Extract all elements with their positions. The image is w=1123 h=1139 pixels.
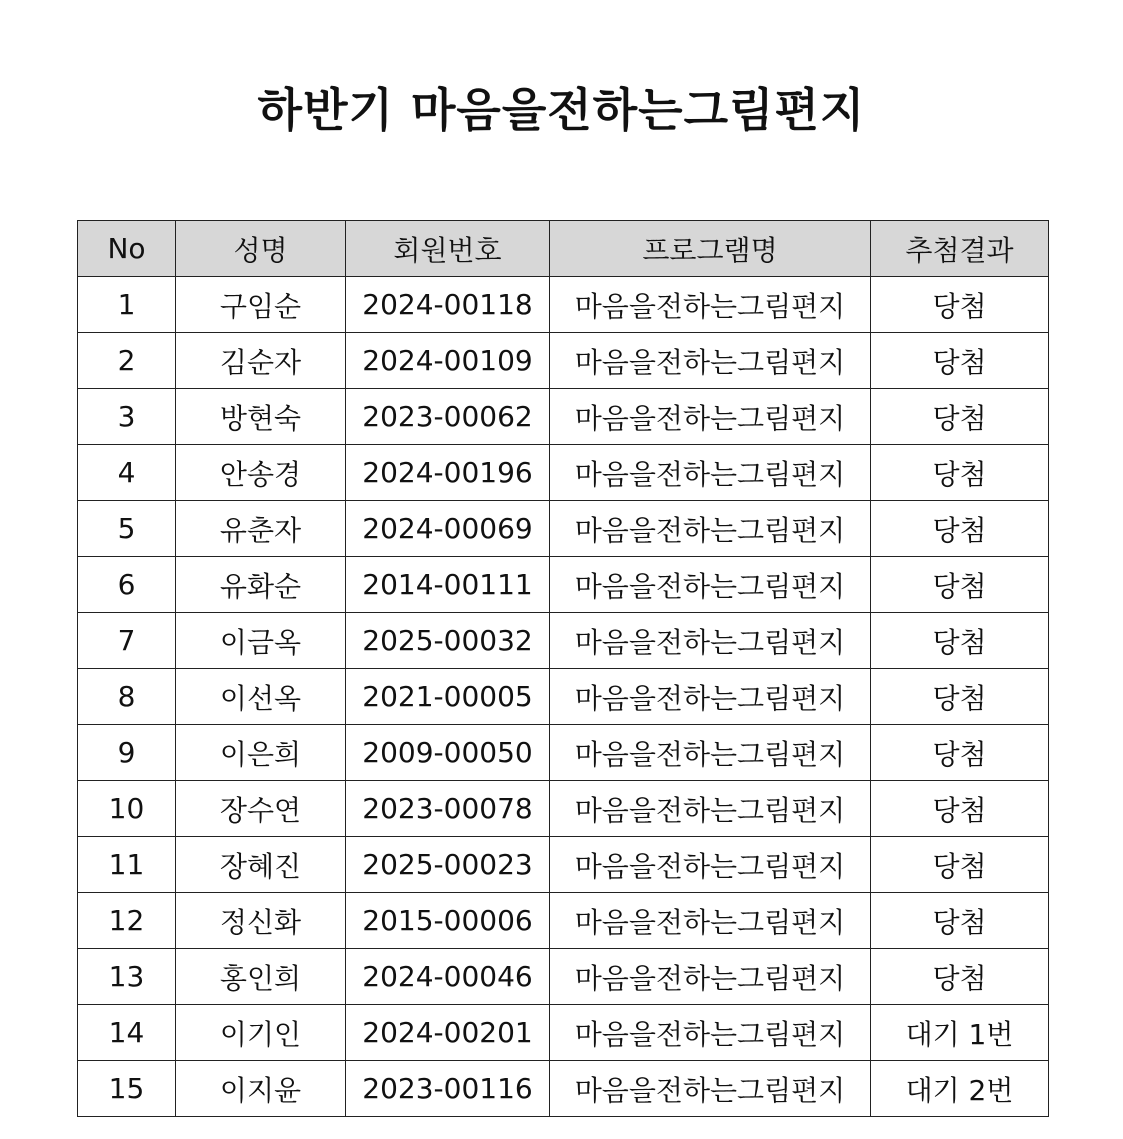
header-no: No [78,221,176,277]
cell-program: 마음을전하는그림편지 [550,445,871,501]
table-row [78,613,1049,669]
cell-name: 이금옥 [176,613,346,669]
cell-result: 당첨 [871,949,1049,1005]
table-row [78,277,1049,333]
cell-result: 당첨 [871,333,1049,389]
cell-name: 구임순 [176,277,346,333]
cell-program: 마음을전하는그림편지 [550,613,871,669]
table-row [78,501,1049,557]
cell-result: 당첨 [871,557,1049,613]
cell-result: 당첨 [871,893,1049,949]
header-row [78,221,1049,277]
cell-result: 당첨 [871,389,1049,445]
cell-no: 2 [78,333,176,389]
table-row [78,949,1049,1005]
cell-no: 5 [78,501,176,557]
cell-no: 8 [78,669,176,725]
page-title: 하반기 마음을전하는그림편지 [257,83,866,137]
cell-result: 당첨 [871,781,1049,837]
cell-result: 당첨 [871,725,1049,781]
cell-name: 이지윤 [176,1061,346,1117]
header-program: 프로그램명 [550,221,871,277]
cell-member-id: 2015-00006 [346,893,550,949]
table-row [78,837,1049,893]
cell-member-id: 2024-00196 [346,445,550,501]
header-result: 추첨결과 [871,221,1049,277]
cell-program: 마음을전하는그림편지 [550,837,871,893]
cell-name: 안송경 [176,445,346,501]
cell-program: 마음을전하는그림편지 [550,893,871,949]
cell-result: 당첨 [871,837,1049,893]
cell-member-id: 2021-00005 [346,669,550,725]
cell-member-id: 2025-00023 [346,837,550,893]
cell-result: 대기 1번 [871,1005,1049,1061]
cell-member-id: 2024-00118 [346,277,550,333]
table-row [78,557,1049,613]
cell-result: 대기 2번 [871,1061,1049,1117]
cell-name: 장수연 [176,781,346,837]
table-row [78,389,1049,445]
cell-member-id: 2024-00109 [346,333,550,389]
table-row [78,445,1049,501]
cell-member-id: 2023-00078 [346,781,550,837]
table-row [78,893,1049,949]
cell-program: 마음을전하는그림편지 [550,333,871,389]
cell-no: 12 [78,893,176,949]
cell-name: 이기인 [176,1005,346,1061]
cell-member-id: 2014-00111 [346,557,550,613]
cell-program: 마음을전하는그림편지 [550,781,871,837]
cell-member-id: 2024-00069 [346,501,550,557]
cell-member-id: 2024-00201 [346,1005,550,1061]
cell-program: 마음을전하는그림편지 [550,1005,871,1061]
cell-program: 마음을전하는그림편지 [550,389,871,445]
table-body [78,277,1049,1117]
cell-result: 당첨 [871,277,1049,333]
cell-result: 당첨 [871,501,1049,557]
cell-member-id: 2024-00046 [346,949,550,1005]
cell-name: 이선옥 [176,669,346,725]
cell-no: 7 [78,613,176,669]
cell-no: 13 [78,949,176,1005]
cell-member-id: 2025-00032 [346,613,550,669]
cell-program: 마음을전하는그림편지 [550,1061,871,1117]
cell-no: 3 [78,389,176,445]
cell-member-id: 2023-00062 [346,389,550,445]
cell-program: 마음을전하는그림편지 [550,669,871,725]
table-row [78,1005,1049,1061]
cell-no: 4 [78,445,176,501]
table-header [78,221,1049,277]
lottery-results-table [77,220,1049,1117]
cell-name: 유화순 [176,557,346,613]
table-row [78,1061,1049,1117]
table-row [78,669,1049,725]
cell-no: 11 [78,837,176,893]
cell-result: 당첨 [871,445,1049,501]
cell-program: 마음을전하는그림편지 [550,557,871,613]
cell-no: 6 [78,557,176,613]
cell-name: 유춘자 [176,501,346,557]
cell-member-id: 2023-00116 [346,1061,550,1117]
cell-no: 14 [78,1005,176,1061]
table-row [78,333,1049,389]
cell-no: 1 [78,277,176,333]
cell-no: 10 [78,781,176,837]
cell-name: 방현숙 [176,389,346,445]
cell-member-id: 2009-00050 [346,725,550,781]
cell-result: 당첨 [871,613,1049,669]
cell-name: 장혜진 [176,837,346,893]
table-row [78,725,1049,781]
cell-name: 김순자 [176,333,346,389]
cell-program: 마음을전하는그림편지 [550,949,871,1005]
header-member-id: 회원번호 [346,221,550,277]
cell-no: 9 [78,725,176,781]
cell-program: 마음을전하는그림편지 [550,277,871,333]
cell-program: 마음을전하는그림편지 [550,725,871,781]
table-row [78,781,1049,837]
cell-name: 정신화 [176,893,346,949]
header-name: 성명 [176,221,346,277]
cell-result: 당첨 [871,669,1049,725]
cell-no: 15 [78,1061,176,1117]
cell-program: 마음을전하는그림편지 [550,501,871,557]
cell-name: 이은희 [176,725,346,781]
cell-name: 홍인희 [176,949,346,1005]
